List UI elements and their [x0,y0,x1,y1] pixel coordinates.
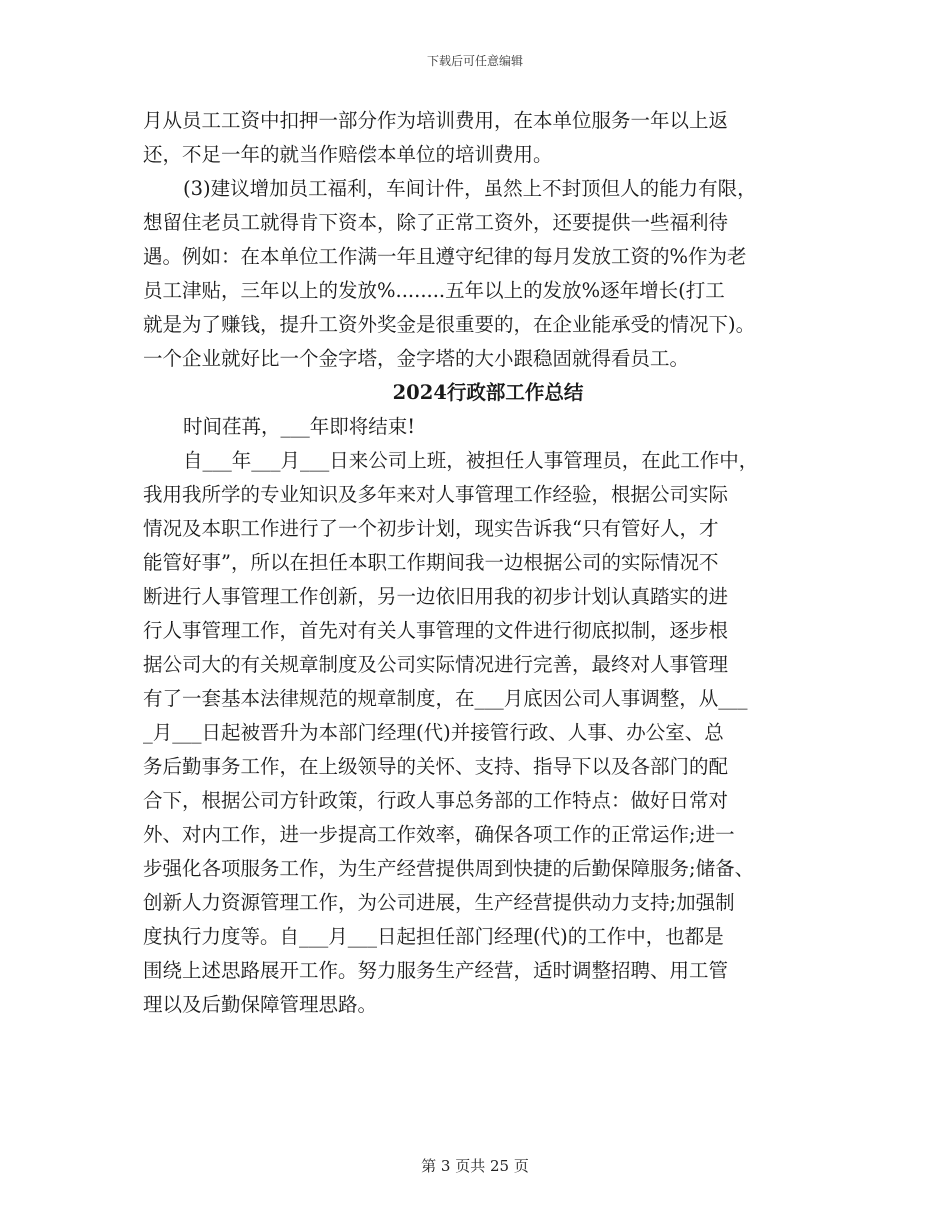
body-line: 断进行人事管理工作创新，另一边依旧用我的初步计划认真踏实的进 [143,585,729,608]
body-line: 步强化各项服务工作，为生产经营提供周到快捷的后勤保障服务;储备、 [143,857,755,880]
body-line: 创新人力资源管理工作，为公司进展，生产经营提供动力支持;加强制 [143,891,735,914]
body-line: 理以及后勤保障管理思路。 [143,993,378,1016]
body-line: _月___日起被晋升为本部门经理(代)并接管行政、人事、办公室、总 [143,721,724,744]
body-line: 务后勤事务工作，在上级领导的关怀、支持、指导下以及各部门的配 [143,755,729,778]
body-line: 时间荏苒，___年即将结束! [183,415,416,438]
body-line: 情况及本职工作进行了一个初步计划，现实告诉我“只有管好人，才 [143,517,719,540]
body-line: 围绕上述思路展开工作。努力服务生产经营，适时调整招聘、用工管 [143,959,729,982]
body-line: 能管好事”，所以在担任本职工作期间我一边根据公司的实际情况不 [143,551,719,574]
body-line: 合下，根据公司方针政策，行政人事总务部的工作特点：做好日常对 [143,789,729,812]
body-line: 度执行力度等。自___月___日起担任部门经理(代)的工作中，也都是 [143,925,724,948]
body-line: 月从员工工资中扣押一部分作为培训费用，在本单位服务一年以上返 [143,109,729,132]
body-line: 想留住老员工就得肯下资本，除了正常工资外，还要提供一些福利待 [143,211,729,234]
body-line: 遇。例如：在本单位工作满一年且遵守纪律的每月发放工资的%作为老 [143,245,747,268]
body-line: 外、对内工作，进一步提高工作效率，确保各项工作的正常运作;进一 [143,823,735,846]
section-title: 2024行政部工作总结 [392,381,584,404]
body-line: 还，不足一年的就当作赔偿本单位的培训费用。 [143,143,553,166]
body-line: 就是为了赚钱，提升工资外奖金是很重要的，在企业能承受的情况下)。 [143,313,756,336]
body-line: 据公司大的有关规章制度及公司实际情况进行完善，最终对人事管理 [143,653,729,676]
body-line: 自___年___月___日来公司上班，被担任人事管理员，在此工作中， [183,449,759,472]
page-footer: 第 3 页共 25 页 [421,1157,529,1175]
document-body [143,104,833,1022]
body-line: 我用我所学的专业知识及多年来对人事管理工作经验，根据公司实际 [143,483,729,506]
body-line: 有了一套基本法律规范的规章制度，在___月底因公司人事调整，从___ [143,687,748,710]
body-line: 行人事管理工作，首先对有关人事管理的文件进行彻底拟制，逐步根 [143,619,729,642]
body-line: 员工津贴，三年以上的发放%........五年以上的发放%逐年增长(打工 [143,279,725,302]
body-line: 一个企业就好比一个金字塔，金字塔的大小跟稳固就得看员工。 [143,347,690,370]
page-header: 下载后可任意编辑 [426,54,523,68]
body-line: (3)建议增加员工福利，车间计件，虽然上不封顶但人的能力有限， [183,177,757,200]
